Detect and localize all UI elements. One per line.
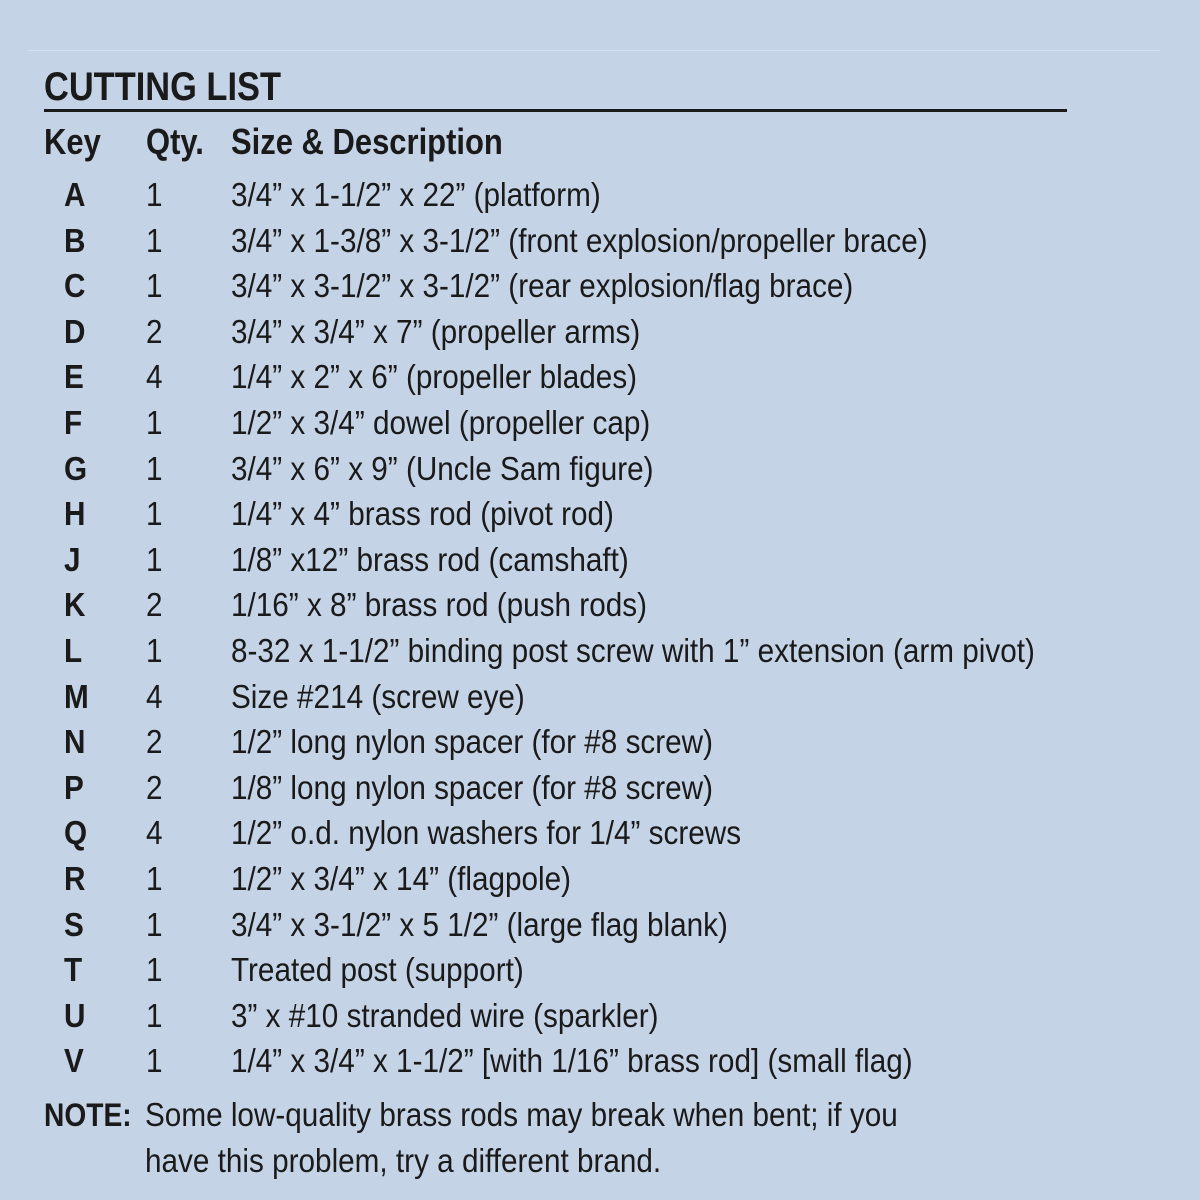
- row-description: 1/8” long nylon spacer (for #8 screw): [231, 768, 714, 806]
- table-row: [44, 765, 1174, 811]
- table-row: [44, 309, 1174, 355]
- table-row: [44, 674, 1174, 720]
- row-qty: 1: [146, 951, 163, 989]
- table-row: [44, 354, 1174, 400]
- note-text-line-1: Some low-quality brass rods may break when bent; if you: [145, 1095, 898, 1133]
- row-qty: 4: [146, 814, 163, 852]
- header-key: Key: [44, 121, 101, 162]
- table-row: [44, 947, 1174, 993]
- note-text-line-2: have this problem, try a different brand.: [145, 1141, 662, 1179]
- table-row: [44, 400, 1174, 446]
- row-key: D: [64, 312, 86, 350]
- row-qty: 1: [146, 996, 163, 1034]
- row-description: 3/4” x 3-1/2” x 5 1/2” (large flag blank): [231, 905, 728, 943]
- table-row: [44, 491, 1174, 537]
- row-description: 1/4” x 4” brass rod (pivot rod): [231, 495, 614, 533]
- row-description: 3/4” x 1-3/8” x 3-1/2” (front explosion/propeller brace): [231, 221, 928, 259]
- row-qty: 1: [146, 495, 163, 533]
- row-key: U: [64, 996, 86, 1034]
- table-row: [44, 1038, 1174, 1084]
- row-key: G: [64, 449, 88, 487]
- row-description: 3/4” x 3-1/2” x 3-1/2” (rear explosion/flag brace): [231, 267, 854, 305]
- table-row: [44, 902, 1174, 948]
- header-qty: Qty.: [146, 121, 204, 162]
- row-description: 1/2” o.d. nylon washers for 1/4” screws: [231, 814, 742, 852]
- row-qty: 2: [146, 723, 163, 761]
- row-description: Size #214 (screw eye): [231, 677, 525, 715]
- title-underline: [44, 109, 1067, 112]
- row-description: 1/2” long nylon spacer (for #8 screw): [231, 723, 714, 761]
- table-row: [44, 719, 1174, 765]
- row-description: 3/4” x 1-1/2” x 22” (platform): [231, 176, 601, 213]
- row-qty: 1: [146, 403, 163, 441]
- row-qty: 1: [146, 631, 163, 669]
- cutting-list-title: CUTTING LIST: [44, 65, 281, 109]
- row-description: 1/2” x 3/4” dowel (propeller cap): [231, 403, 651, 441]
- row-key: T: [64, 951, 83, 989]
- header-description: Size & Description: [231, 121, 503, 162]
- row-key: K: [64, 586, 86, 624]
- row-description: Treated post (support): [231, 951, 524, 989]
- row-key: E: [64, 358, 84, 396]
- row-key: J: [64, 540, 81, 578]
- row-key: H: [64, 495, 86, 533]
- row-qty: 2: [146, 768, 163, 806]
- table-row: [44, 537, 1174, 583]
- row-qty: 4: [146, 358, 163, 396]
- row-qty: 1: [146, 449, 163, 487]
- row-description: 1/16” x 8” brass rod (push rods): [231, 586, 647, 624]
- row-key: M: [64, 677, 89, 715]
- row-key: S: [64, 905, 84, 943]
- table-row: [44, 582, 1174, 628]
- row-description: 1/2” x 3/4” x 14” (flagpole): [231, 859, 572, 897]
- row-qty: 1: [146, 905, 163, 943]
- row-qty: 1: [146, 221, 163, 259]
- row-qty: 1: [146, 267, 163, 305]
- row-qty: 2: [146, 312, 163, 350]
- row-key: L: [64, 631, 83, 669]
- table-row: [44, 993, 1174, 1039]
- row-qty: 1: [146, 859, 163, 897]
- row-qty: 4: [146, 677, 163, 715]
- note-block: [44, 1092, 1174, 1192]
- table-row: [44, 810, 1174, 856]
- row-description: 1/4” x 3/4” x 1-1/2” [with 1/16” brass rod] (small flag): [231, 1042, 913, 1080]
- row-description: 3/4” x 3/4” x 7” (propeller arms): [231, 312, 641, 350]
- row-key: R: [64, 859, 86, 897]
- row-key: C: [64, 267, 86, 305]
- table-row: [44, 628, 1174, 674]
- row-key: Q: [64, 814, 88, 852]
- row-key: F: [64, 403, 83, 441]
- table-body: [44, 172, 1174, 1084]
- row-description: 3” x #10 stranded wire (sparkler): [231, 996, 659, 1034]
- table-row: [44, 172, 1174, 218]
- row-key: V: [64, 1042, 84, 1080]
- table-row: [44, 218, 1174, 264]
- row-description: 3/4” x 6” x 9” (Uncle Sam figure): [231, 449, 654, 487]
- row-qty: 1: [146, 540, 163, 578]
- row-key: B: [64, 221, 86, 259]
- row-key: P: [64, 768, 84, 806]
- row-description: 1/4” x 2” x 6” (propeller blades): [231, 358, 638, 396]
- table-row: [44, 856, 1174, 902]
- row-qty: 1: [146, 1042, 163, 1080]
- cutting-list-panel: [44, 62, 1174, 1192]
- row-key: N: [64, 723, 86, 761]
- note-label: NOTE:: [44, 1096, 132, 1133]
- table-row: [44, 446, 1174, 492]
- cutting-list-table: [44, 120, 1174, 1084]
- row-qty: 2: [146, 586, 163, 624]
- row-description: 1/8” x12” brass rod (camshaft): [231, 540, 629, 578]
- table-row: [44, 263, 1174, 309]
- row-key: A: [64, 176, 86, 213]
- table-header-row: [44, 120, 1174, 172]
- top-divider: [28, 50, 1160, 51]
- row-qty: 1: [146, 176, 163, 213]
- row-description: 8-32 x 1-1/2” binding post screw with 1” extension (arm pivot): [231, 631, 1035, 669]
